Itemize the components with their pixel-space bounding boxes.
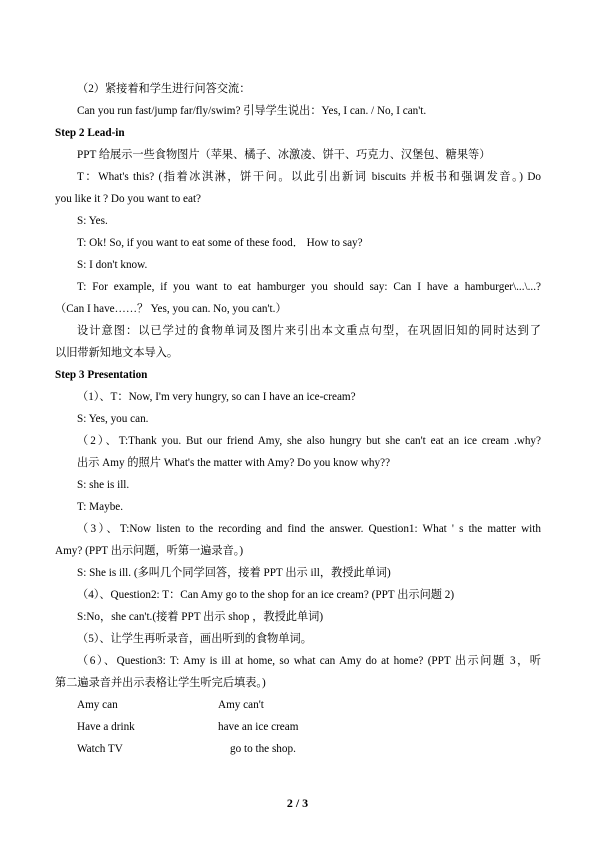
- paragraph-line: T: For example, if you want to eat hamburger you should say: Can I have a hamburger\...\...?: [77, 281, 541, 293]
- table-cell: Have a drink: [77, 721, 135, 733]
- paragraph-line: （6）、Question3: T: Amy is ill at home, so what can Amy do at home? (PPT 出示问题 3，听: [77, 655, 541, 667]
- paragraph-line: Amy? (PPT 出示问题，听第一遍录音。): [55, 545, 244, 557]
- paragraph-line: Can you run fast/jump far/fly/swim? 引导学生说出：Yes, I can. / No, I can't.: [77, 105, 427, 117]
- paragraph-line: （2）紧接着和学生进行问答交流：: [77, 83, 251, 95]
- paragraph-line: （2）、T:Thank you. But our friend Amy, she also hungry but she can't eat an ice cream .why?: [77, 435, 541, 447]
- table-header-cannot: Amy can't: [218, 699, 264, 711]
- section-heading: Step 2 Lead-in: [55, 127, 125, 139]
- paragraph-line: S:No，she can't.(接着 PPT 出示 shop ，教授此单词): [77, 611, 324, 623]
- paragraph-line: S: Yes, you can.: [77, 413, 149, 425]
- paragraph-line: S: She is ill. (多叫几个同学回答，接着 PPT 出示 ill，教授此单词): [77, 567, 391, 579]
- table-cell: Watch TV: [77, 743, 123, 755]
- paragraph-line: T: Ok! So, if you want to eat some of these food． How to say?: [77, 237, 363, 249]
- paragraph-line: 出示 Amy 的照片 What's the matter with Amy? Do you know why??: [77, 457, 391, 469]
- paragraph-line: （4）、Question2: T：Can Amy go to the shop for an ice cream? (PPT 出示问题 2): [77, 589, 455, 601]
- paragraph-line: S: I don't know.: [77, 259, 148, 271]
- paragraph-line: PPT 给展示一些食物图片（苹果、橘子、冰激凌、饼干、巧克力、汉堡包、糖果等）: [77, 149, 491, 161]
- paragraph-line: T: Maybe.: [77, 501, 124, 513]
- paragraph-line: S: she is ill.: [77, 479, 130, 491]
- table-cell: go to the shop.: [230, 743, 296, 755]
- paragraph-line: （Can I have……？ Yes, you can. No, you can't.）: [55, 303, 287, 315]
- paragraph-line: you like it ? Do you want to eat?: [55, 193, 202, 205]
- paragraph-line: S: Yes.: [77, 215, 108, 227]
- section-heading: Step 3 Presentation: [55, 369, 148, 381]
- paragraph-line: 第二遍录音并出示表格让学生听完后填表。): [55, 677, 266, 689]
- paragraph-line: （1）、T：Now, I'm very hungry, so can I have an ice-cream?: [77, 391, 356, 403]
- paragraph-line: 设计意图：以已学过的食物单词及图片来引出本文重点句型，在巩固旧知的同时达到了: [77, 325, 541, 337]
- table-header-can: Amy can: [77, 699, 118, 711]
- paragraph-line: T：What's this? (指着冰淇淋，饼干问。以此引出新词 biscuits 并板书和强调发音。) Do: [77, 171, 541, 183]
- page-number: 2 / 3: [286, 796, 309, 810]
- paragraph-line: 以旧带新知地文本导入。: [55, 347, 179, 359]
- table-cell: have an ice cream: [218, 721, 299, 733]
- paragraph-line: （3）、T:Now listen to the recording and find the answer. Question1: What ' s the matter with: [77, 523, 541, 535]
- paragraph-line: （5）、让学生再听录音，画出听到的食物单词。: [77, 633, 312, 645]
